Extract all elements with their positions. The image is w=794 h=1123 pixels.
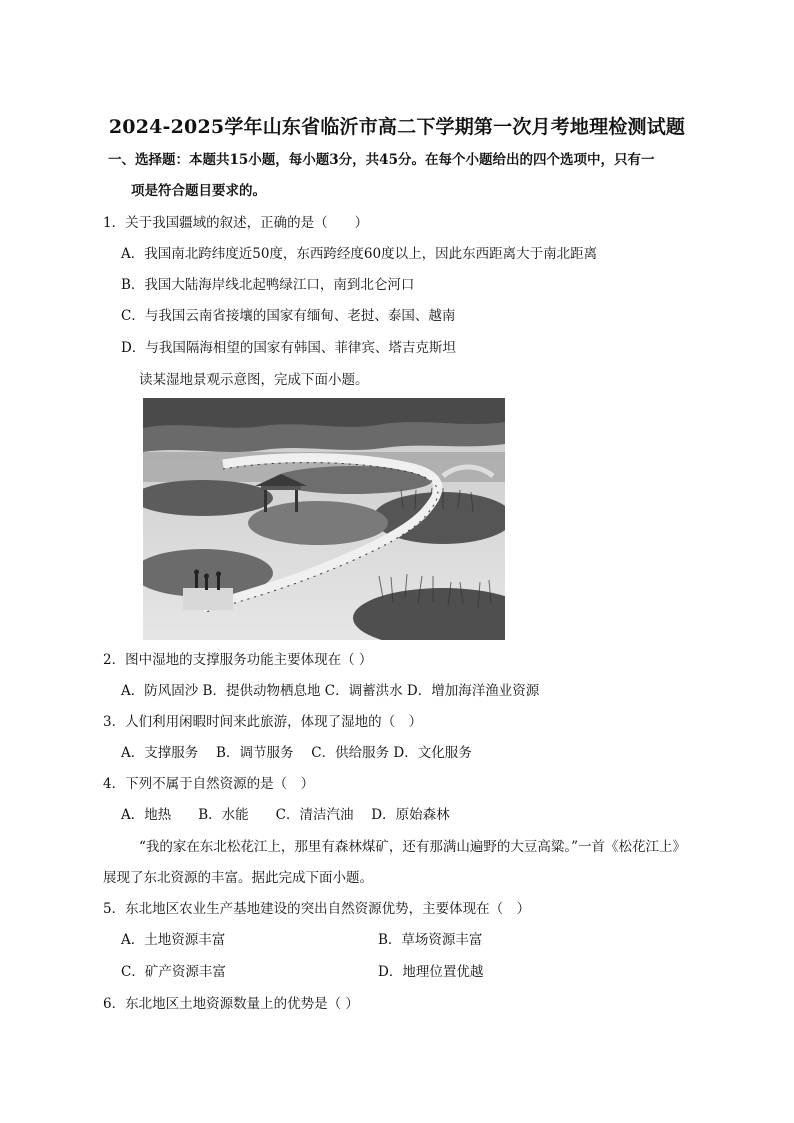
question-2-options: A．防风固沙 B．提供动物栖息地 C．调蓄洪水 D．增加海洋渔业资源 [121, 683, 540, 699]
question-6-stem: 6．东北地区土地资源数量上的优势是（ ） [103, 996, 359, 1012]
question-1-option-a: A．我国南北跨纬度近50度，东西跨经度60度以上，因此东西距离大于南北距离 [121, 246, 598, 262]
question-5-option-c: C．矿产资源丰富 [121, 964, 226, 980]
page-title: 2024-2025学年山东省临沂市高二下学期第一次月考地理检测试题 [108, 116, 686, 138]
question-4-options: A．地热 B．水能 C．清洁汽油 D．原始森林 [121, 807, 450, 823]
section-header-line2: 项是符合题目要求的。 [131, 183, 266, 199]
wetland-intro: 读某湿地景观示意图，完成下面小题。 [139, 372, 369, 388]
question-1-option-c: C．与我国云南省接壤的国家有缅甸、老挝、泰国、越南 [121, 308, 456, 324]
question-1-option-b: B．我国大陆海岸线北起鸭绿江口，南到北仑河口 [121, 277, 415, 293]
wetland-landscape-image [143, 398, 505, 640]
question-5-option-d: D．地理位置优越 [378, 964, 484, 980]
section-header-line1: 一、选择题：本题共15小题，每小题3分，共45分。在每个小题给出的四个选项中，只有一 [108, 152, 655, 168]
question-4-stem: 4．下列不属于自然资源的是（ ） [103, 776, 315, 792]
question-3-options: A．支撑服务 B．调节服务 C．供给服务 D．文化服务 [121, 745, 472, 761]
question-3-stem: 3．人们利用闲暇时间来此旅游，体现了湿地的（ ） [103, 714, 423, 730]
song-passage-line1: “我的家在东北松花江上，那里有森林煤矿，还有那满山遍野的大豆高粱。”一首《松花江上》 [139, 839, 687, 855]
question-5-option-a: A．土地资源丰富 [121, 932, 226, 948]
question-1-stem: 1．关于我国疆域的叙述，正确的是（ ） [103, 215, 369, 231]
question-5-stem: 5．东北地区农业生产基地建设的突出自然资源优势，主要体现在（ ） [103, 901, 531, 917]
question-1-option-d: D．与我国隔海相望的国家有韩国、菲律宾、塔吉克斯坦 [121, 340, 456, 356]
question-5-option-b: B．草场资源丰富 [378, 932, 483, 948]
question-2-stem: 2．图中湿地的支撑服务功能主要体现在（ ） [103, 652, 373, 668]
song-passage-line2: 展现了东北资源的丰富。据此完成下面小题。 [103, 870, 373, 886]
